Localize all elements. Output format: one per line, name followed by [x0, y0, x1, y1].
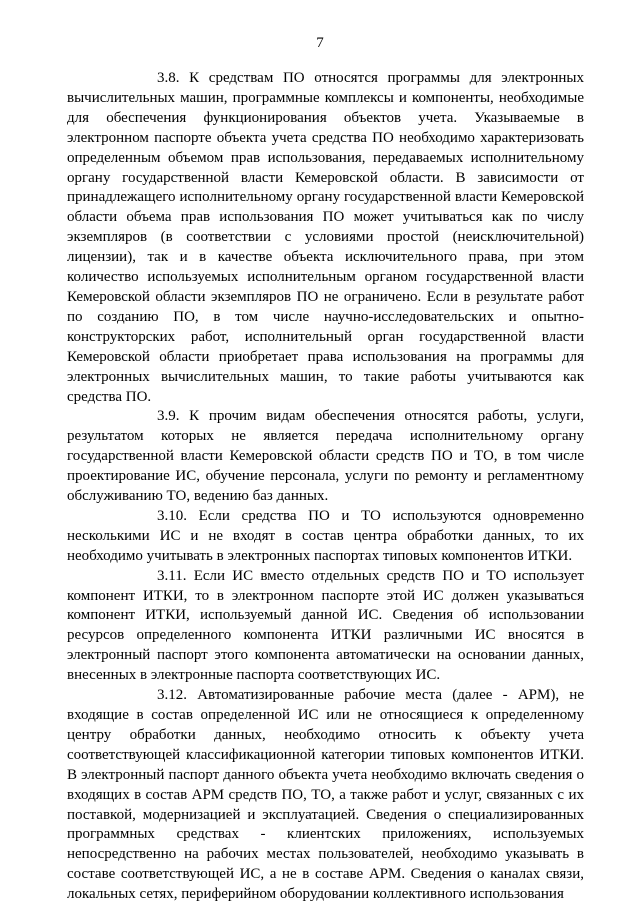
paragraph-text: Если ИС вместо отдельных средств ПО и ТО использует компонент ИТКИ, то в электронном паспорте этой ИС должен указываться компонент ИТКИ, используемый данной ИС. Сведения об использовании ресурсов определенного компонента ИТКИ различными ИС вносятся в электронный паспорт этого компонента автоматически на основании данных, внесенных в электронные паспорта соответствующих ИС. [67, 567, 585, 684]
paragraph-number: 3.8. [157, 70, 180, 86]
page-number: 7 [316, 35, 324, 51]
paragraph-text: К средствам ПО относятся программы для электронных вычислительных машин, программные комплексы и компоненты, необходимые для обеспечения функционирования объектов учета. Указываемые в электронном паспорте объекта учета средства ПО необходимо характеризовать определенным объемом прав использования, передаваемых исполнительному органу государственной власти Кемеровской области. В зависимости от принадлежащего исполнительному органу государственной власти Кемеровской области объема прав использования ПО может учитываться как по числу экземпляров (в соответствии с условиями простой (неисключительной) лицензии), так и в качестве объекта исключительного права, при этом количество используемых исполнительным органом государственной власти Кемеровской области экземпляров ПО не ограничено. Если в результате работ по созданию ПО, в том числе научно-исследовательских и опытно-конструкторских работ, исполнительный орган государственной власти Кемеровской области приобретает права использования на программы для электронных вычислительных машин, то такие работы учитываются как средства ПО. [67, 70, 585, 405]
paragraph-number: 3.10. [157, 507, 187, 524]
paragraph-number: 3.9. [157, 408, 180, 425]
paragraph-number: 3.12. [157, 687, 187, 704]
paragraph-3-10 [67, 507, 584, 567]
paragraph-3-12 [67, 686, 584, 905]
paragraph-3-11 [67, 567, 584, 686]
document-body [67, 69, 584, 905]
paragraph-3-9 [67, 407, 584, 507]
paragraph-text: Если средства ПО и ТО используются одновременно несколькими ИС и не входят в состав центра обработки данных, то их необходимо учитывать в электронных паспортах типовых компонентов ИТКИ. [67, 507, 584, 564]
paragraph-text: К прочим видам обеспечения относятся работы, услуги, результатом которых не является передача исполнительному органу государственной власти Кемеровской области средств ПО и ТО, в том числе проектирование ИС, обучение персонала, услуги по ремонту и регламентному обслуживанию ТО, ведению баз данных. [67, 408, 584, 505]
paragraph-text: Автоматизированные рабочие места (далее - АРМ), не входящие в состав определенной ИС или не относящиеся к определенному центру обработки данных, необходимо относить к объекту учета соответствующей классификационной категории типовых компонентов ИТКИ. В электронный паспорт данного объекта учета необходимо включать сведения о входящих в состав АРМ средств ПО, ТО, а также работ и услуг, связанных с их поставкой, модернизацией и эксплуатацией. Сведения о специализированных программных средствах - клиентских приложениях, используемых непосредственно на рабочих местах пользователей, необходимо указывать в составе соответствующей ИС, а не в составе АРМ. Сведения о каналах связи, локальных сетях, периферийном оборудовании коллективного использования [67, 687, 584, 903]
paragraph-number: 3.11. [157, 567, 187, 584]
paragraph-3-8 [67, 69, 584, 407]
